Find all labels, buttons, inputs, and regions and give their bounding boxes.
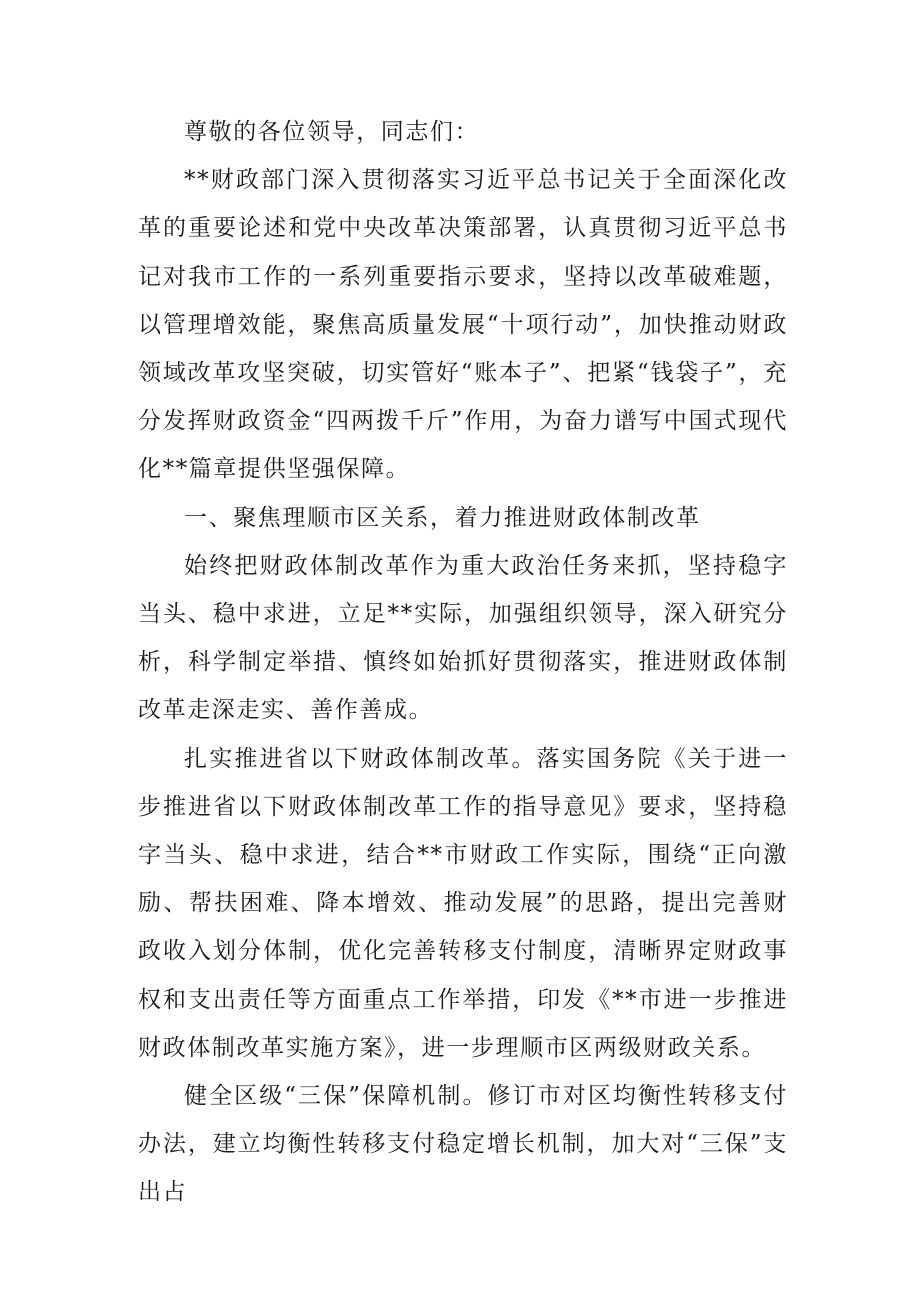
body-paragraph: 健全区级“三保”保障机制。修订市对区均衡性转移支付办法，建立均衡性转移支付稳定增长机制，加大对“三保”支出占	[138, 1083, 788, 1206]
body-paragraph: 始终把财政体制改革作为重大政治任务来抓，坚持稳字当头、稳中求进，立足**实际，加强组织领导，深入研究分析，科学制定举措、慎终如始抓好贯彻落实，推进财政体制改革走深走实、善作善成。	[138, 552, 788, 724]
salutation: 尊敬的各位领导，同志们：	[184, 119, 480, 145]
intro-paragraph: **财政部门深入贯彻落实习近平总书记关于全面深化改革的重要论述和党中央改革决策部署，认真贯彻习近平总书记对我市工作的一系列重要指示要求，坚持以改革破难题，以管理增效能，聚焦高质量发展“十项行动”，加快推动财政领域改革攻坚突破，切实管好“账本子”、把紧“钱袋子”，充分发挥财政资金“四两拨千斤”作用，为奋力谱写中国式现代化**篇章提供坚强保障。	[138, 167, 788, 483]
document-body	[138, 108, 788, 1217]
body-paragraph: 扎实推进省以下财政体制改革。落实国务院《关于进一步推进省以下财政体制改革工作的指导意见》要求，坚持稳字当头、稳中求进，结合**市财政工作实际，围绕“正向激励、帮扶困难、降本增效、推动发展”的思路，提出完善财政收入划分体制，优化完善转移支付制度，清晰界定财政事权和支出责任等方面重点工作举措，印发《**市进一步推进财政体制改革实施方案》，进一步理顺市区两级财政关系。	[138, 745, 788, 1061]
section-heading: 一、聚焦理顺市区关系，着力推进财政体制改革	[184, 504, 701, 531]
